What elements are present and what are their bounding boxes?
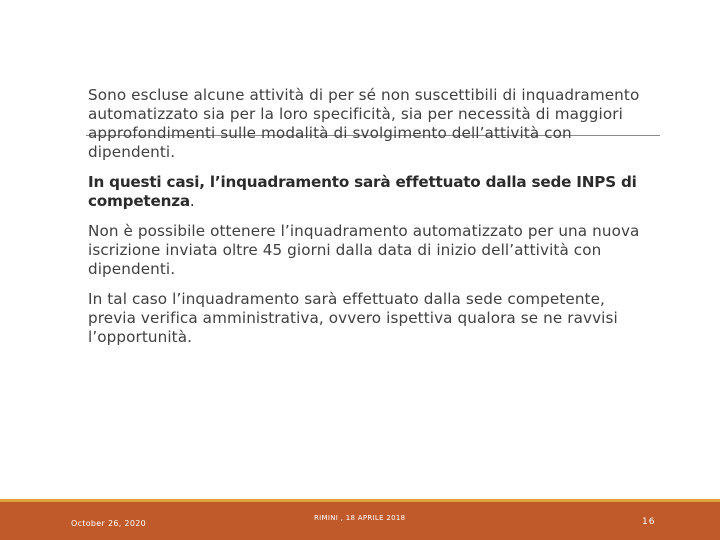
paragraph-limit: Non è possibile ottenere l’inquadramento automatizzato per una nuova iscrizione inviata oltre 45 giorni dalla data di inizio dell’attività con dipendenti. <box>88 222 640 278</box>
footer-date: October 26, 2020 <box>71 519 146 528</box>
paragraph-exclusions: Sono escluse alcune attività di per sé non suscettibili di inquadramento automatizzato sia per la loro specificità, sia per necessità di maggiori approfondimenti sulle modalità di svolgimento dell’attività con dipendenti. <box>88 86 640 161</box>
footer-event: RIMINI , 18 APRILE 2018 <box>314 514 406 522</box>
footer-bar <box>0 502 720 540</box>
paragraph-inps-note-bold: In questi casi, l’inquadramento sarà effettuato dalla sede INPS di competenza <box>88 173 637 210</box>
paragraph-inps-note-tail: . <box>189 192 195 210</box>
slide-body <box>88 86 648 358</box>
paragraph-inps-note <box>88 173 648 211</box>
paragraph-verification: In tal caso l’inquadramento sarà effettuato dalla sede competente, previa verifica amministrativa, ovvero ispettiva qualora se ne ravvisi l’opportunità. <box>88 290 618 346</box>
page-number: 16 <box>642 517 656 527</box>
